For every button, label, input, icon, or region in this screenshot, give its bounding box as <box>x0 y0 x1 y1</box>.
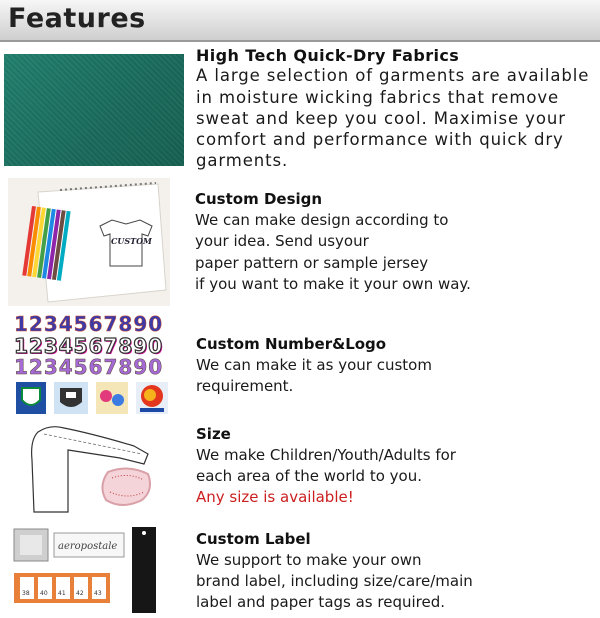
feature-text-line: A large selection of garments are available <box>196 66 590 85</box>
feature-text-line: each area of the world to you. <box>196 467 422 485</box>
size-chart-image <box>24 420 162 518</box>
hang-tag-icon <box>132 527 156 613</box>
feature-text-line: We can make design according to <box>195 211 449 229</box>
love-patch-icon <box>96 382 128 414</box>
size-tag-value: 43 <box>94 590 102 597</box>
woven-label-text: aeropostale <box>58 541 118 552</box>
size-tag-value: 40 <box>40 590 48 597</box>
size-tag-value: 41 <box>58 590 66 597</box>
feature-text-line: if you want to make it your own way. <box>195 275 471 293</box>
size-highlight: Any size is available! <box>196 488 354 506</box>
number-font-row: 1234567890 <box>14 334 164 358</box>
label-samples-image <box>12 525 172 614</box>
total-logo-icon <box>136 382 168 414</box>
size-tag-value: 38 <box>22 590 30 597</box>
crest-logo-icon <box>54 382 88 414</box>
feature-text-line: garments. <box>196 151 289 170</box>
team-badge-icon <box>16 382 46 414</box>
feature-text-line: label and paper tags as required. <box>196 593 446 611</box>
feature-text-line: brand label, including size/care/main <box>196 572 473 590</box>
design-sketch-image <box>8 178 170 306</box>
feature-text-line: We make Children/Youth/Adults for <box>196 446 456 464</box>
number-font-row: 1234567890 <box>14 312 164 336</box>
feature-title: Custom Number&Logo <box>196 335 387 353</box>
shirt-custom-text: CUSTOM <box>111 236 152 246</box>
feature-text-line: in moisture wicking fabrics that remove <box>196 88 560 107</box>
measuring-tape-icon <box>102 468 150 505</box>
page-title: Features <box>8 3 146 34</box>
feature-text-line: paper pattern or sample jersey <box>195 254 429 272</box>
feature-text-line: We support to make your own <box>196 551 422 569</box>
feature-title: Custom Design <box>195 190 323 208</box>
fabric-image <box>4 54 184 166</box>
feature-text-line: sweat and keep you cool. Maximise your <box>196 109 566 128</box>
feature-text-line: requirement. <box>196 377 294 395</box>
feature-title: Size <box>196 425 231 443</box>
features-header <box>0 0 600 42</box>
feature-text-line: We can make it as your custom <box>196 356 432 374</box>
feature-title: Custom Label <box>196 530 311 548</box>
feature-title: High Tech Quick-Dry Fabrics <box>196 46 460 65</box>
size-tag-value: 42 <box>76 590 84 597</box>
feature-text-line: comfort and performance with quick dry <box>196 130 564 149</box>
number-font-row: 1234567890 <box>14 355 164 379</box>
feature-text-line: your idea. Send usyour <box>195 232 369 250</box>
number-logo-samples <box>8 312 170 418</box>
